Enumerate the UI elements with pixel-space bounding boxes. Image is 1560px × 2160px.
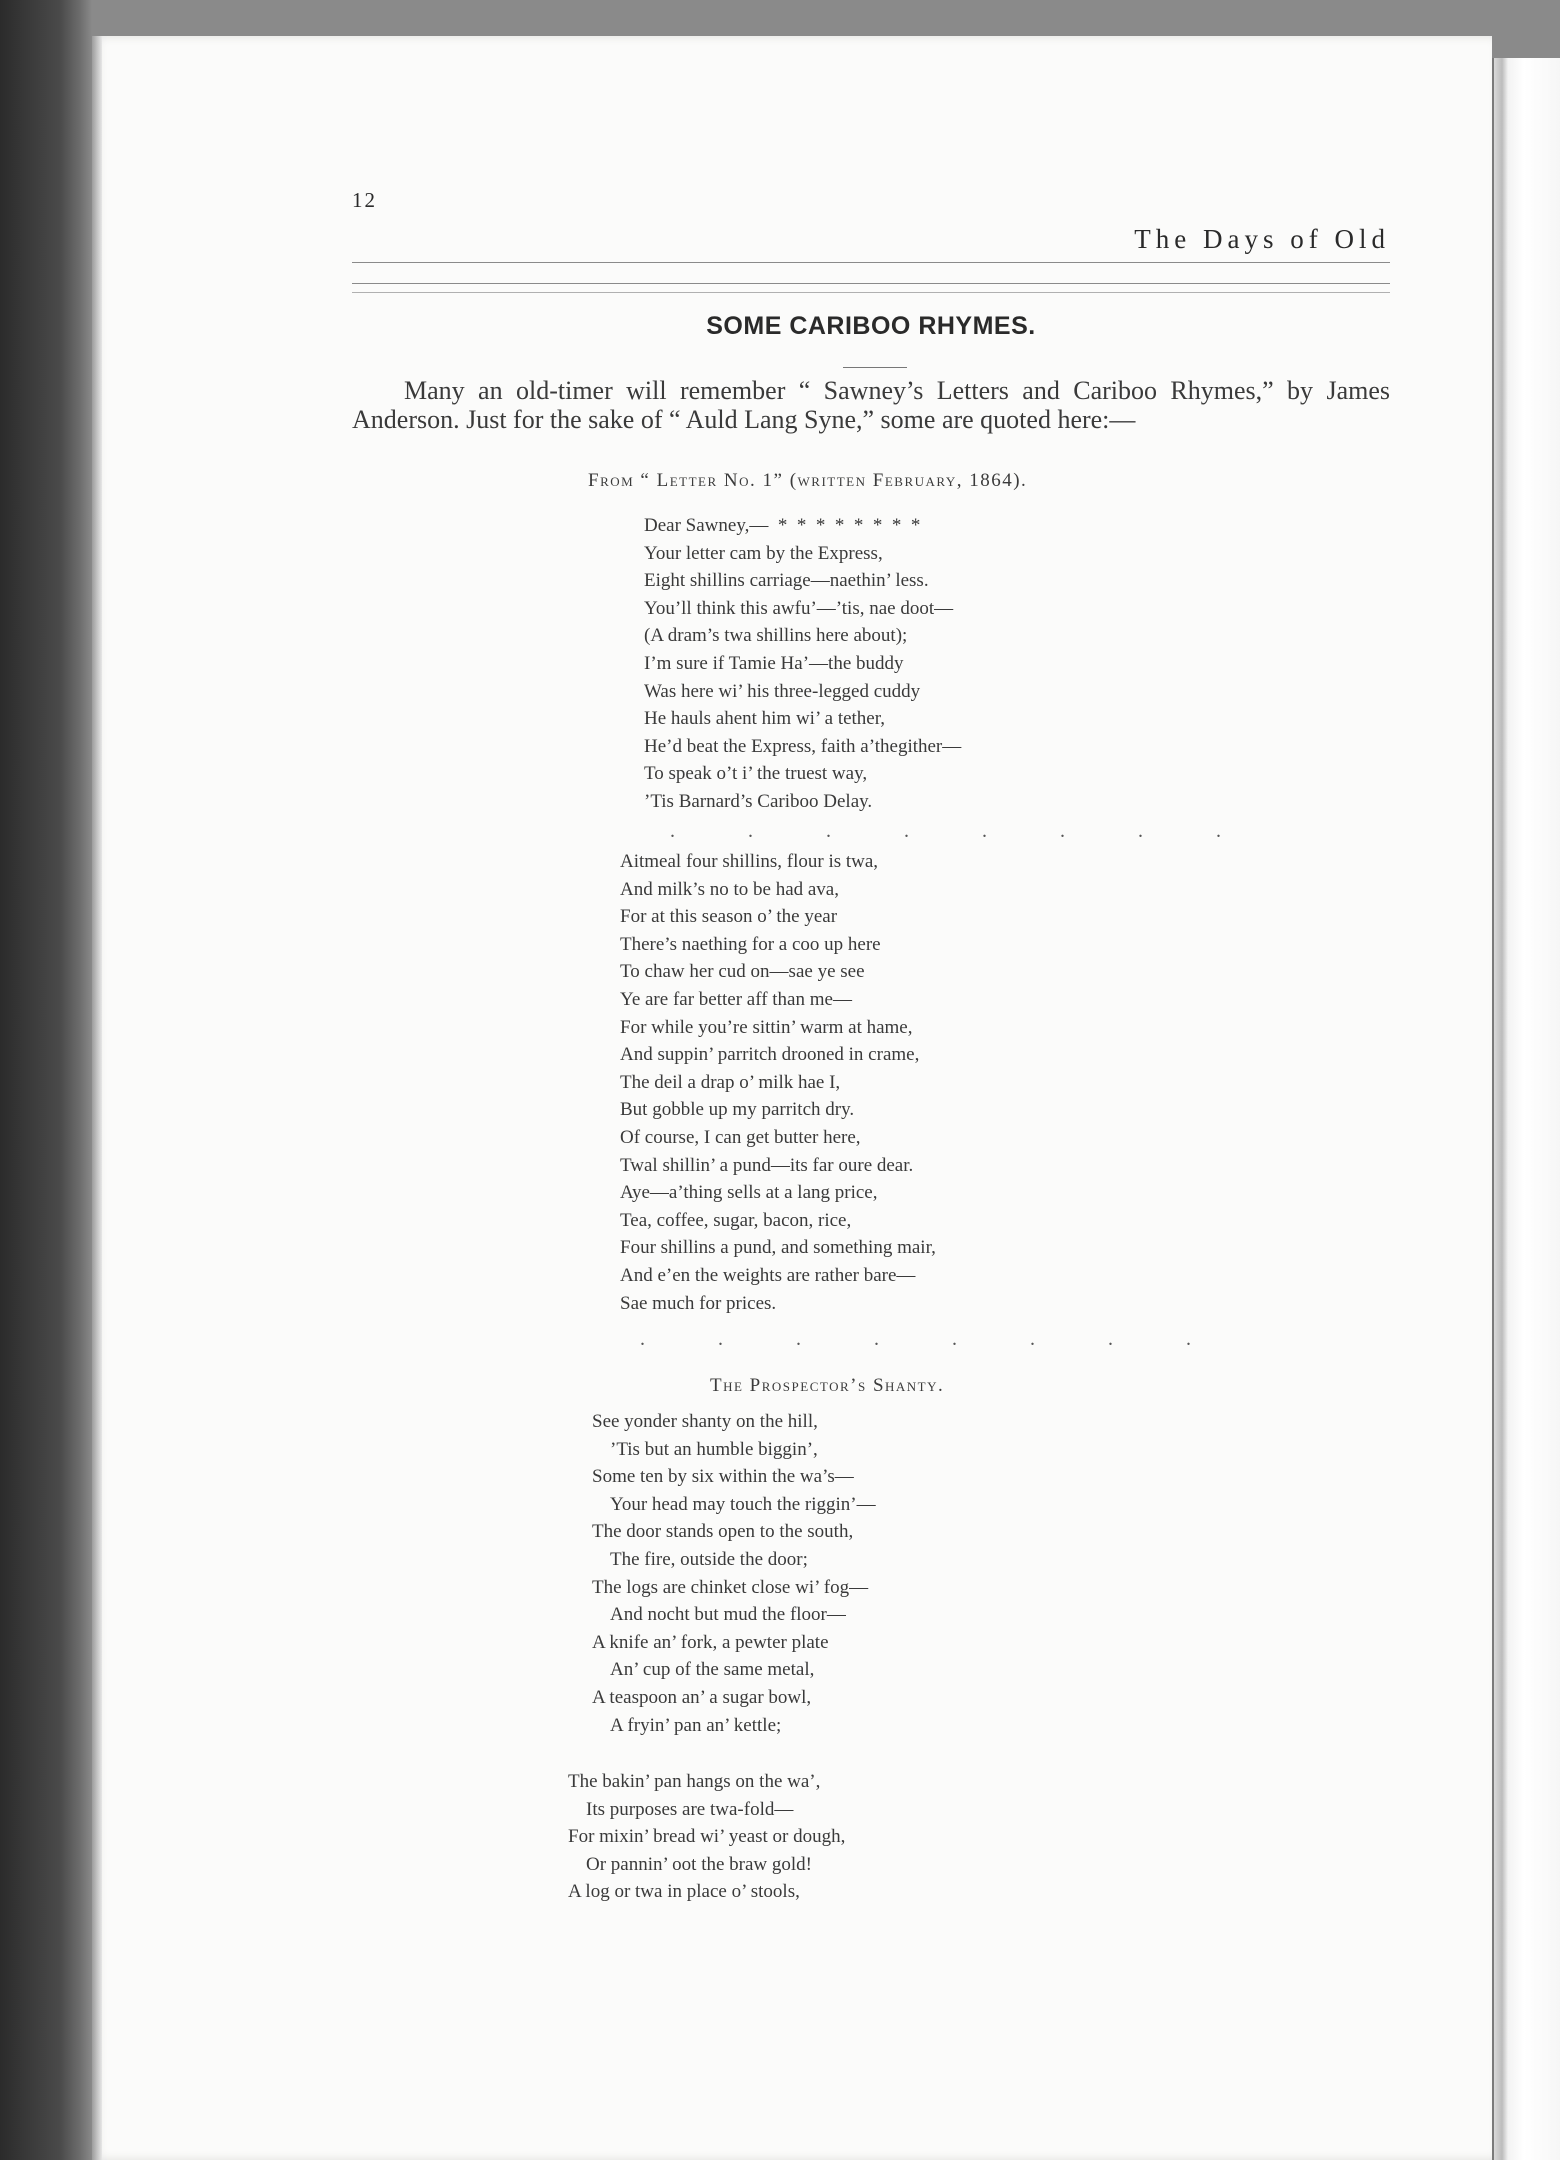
verse-line: Tea, coffee, sugar, bacon, rice, — [620, 1209, 852, 1231]
verse-line: He’d beat the Express, faith a’thegither— — [644, 735, 962, 757]
verse-line: Aitmeal four shillins, flour is twa, — [620, 851, 879, 872]
verse-line: A teaspoon an’ a sugar bowl, — [592, 1686, 812, 1708]
intro-paragraph — [352, 376, 1390, 434]
binding-gutter — [92, 36, 102, 2160]
verse-line: And suppin’ parritch drooned in crame, — [620, 1044, 920, 1066]
verse-line: But gobble up my parritch dry. — [620, 1099, 855, 1121]
verse-line: For mixin’ bread wi’ yeast or dough, — [568, 1826, 846, 1848]
verse-line: Twal shillin’ a pund—its far oure dear. — [620, 1154, 914, 1176]
verse-line: For at this season o’ the year — [620, 906, 838, 928]
verse-line: Some ten by six within the wa’s— — [592, 1466, 854, 1488]
shanty-heading: The Prospector’s Shanty. — [710, 1375, 945, 1396]
verse-line: The deil a drap o’ milk hae I, — [620, 1071, 841, 1093]
verse-line: The door stands open to the south, — [592, 1521, 854, 1543]
verse-line: Four shillins a pund, and something mair, — [620, 1237, 936, 1259]
letter-heading: From “ Letter No. 1” (written February, 1864). — [588, 470, 1028, 491]
verse-line: And nocht but mud the floor— — [610, 1604, 846, 1626]
verse-line: A fryin’ pan an’ kettle; — [610, 1714, 782, 1736]
verse-line: Your letter cam by the Express, — [644, 542, 883, 564]
verse-line: He hauls ahent him wi’ a tether, — [644, 708, 886, 730]
article-title: SOME CARIBOO RHYMES. — [706, 312, 1036, 340]
verse-line: And e’en the weights are rather bare— — [620, 1264, 916, 1286]
verse-stanza-shanty-b — [568, 1768, 845, 1906]
verse-line: The logs are chinket close wi’ fog— — [592, 1576, 869, 1598]
verse-stanza-letter-1b — [620, 848, 936, 1317]
verse-line: Eight shillins carriage—naethin’ less. — [644, 570, 929, 592]
verse-line: Aye—a’thing sells at a lang price, — [620, 1182, 878, 1204]
verse-line: Your head may touch the riggin’— — [610, 1493, 876, 1515]
verse-line: Of course, I can get butter here, — [620, 1126, 861, 1148]
verse-line: There’s naething for a coo up here — [620, 933, 881, 955]
verse-line: Its purposes are twa-fold— — [586, 1798, 794, 1820]
verse-line: Ye are far better aff than me— — [620, 988, 852, 1010]
ellipsis-dots: . . . . . . . . — [670, 820, 1255, 842]
verse-line: A knife an’ fork, a pewter plate — [592, 1631, 829, 1653]
verse-line: ’Tis but an humble biggin’, — [610, 1438, 818, 1460]
running-title: The Days of Old — [1134, 224, 1390, 254]
title-divider — [843, 367, 907, 368]
verse-line: The bakin’ pan hangs on the wa’, — [568, 1771, 821, 1792]
intro-text: Many an old-timer will remember “ Sawney’s Letters and Cariboo Rhymes,” by James Anderson. Just for the sake of “ Auld Lang Syne,” some are quoted here:— — [352, 376, 1390, 434]
verse-stanza-letter-1a — [644, 512, 961, 816]
header-rule-thin — [352, 292, 1390, 293]
verse-line: Or pannin’ oot the braw gold! — [586, 1853, 813, 1875]
verse-line: An’ cup of the same metal, — [610, 1659, 815, 1681]
verse-line: Was here wi’ his three-legged cuddy — [644, 680, 921, 702]
verse-line: To chaw her cud on—sae ye see — [620, 961, 865, 983]
verse-line: Dear Sawney,— * * * * * * * * — [644, 515, 921, 536]
next-page-edge — [1492, 58, 1560, 2160]
verse-stanza-shanty-a — [592, 1408, 876, 1739]
header-rule-double — [352, 283, 1390, 284]
verse-line: ’Tis Barnard’s Cariboo Delay. — [644, 790, 873, 812]
verse-line: I’m sure if Tamie Ha’—the buddy — [644, 652, 904, 674]
verse-line: A log or twa in place o’ stools, — [568, 1881, 800, 1903]
page-number: 12 — [352, 188, 377, 212]
verse-line: And milk’s no to be had ava, — [620, 878, 839, 900]
verse-line: To speak o’t i’ the truest way, — [644, 763, 868, 785]
verse-line: See yonder shanty on the hill, — [592, 1411, 818, 1432]
verse-line: You’ll think this awfu’—’tis, nae doot— — [644, 597, 954, 619]
verse-line: The fire, outside the door; — [610, 1548, 808, 1570]
verse-line: For while you’re sittin’ warm at hame, — [620, 1016, 913, 1038]
header-rule — [352, 262, 1390, 263]
verse-line: (A dram’s twa shillins here about); — [644, 625, 908, 647]
verse-line: Sae much for prices. — [620, 1292, 777, 1314]
ellipsis-dots: . . . . . . . . — [640, 1328, 1225, 1350]
